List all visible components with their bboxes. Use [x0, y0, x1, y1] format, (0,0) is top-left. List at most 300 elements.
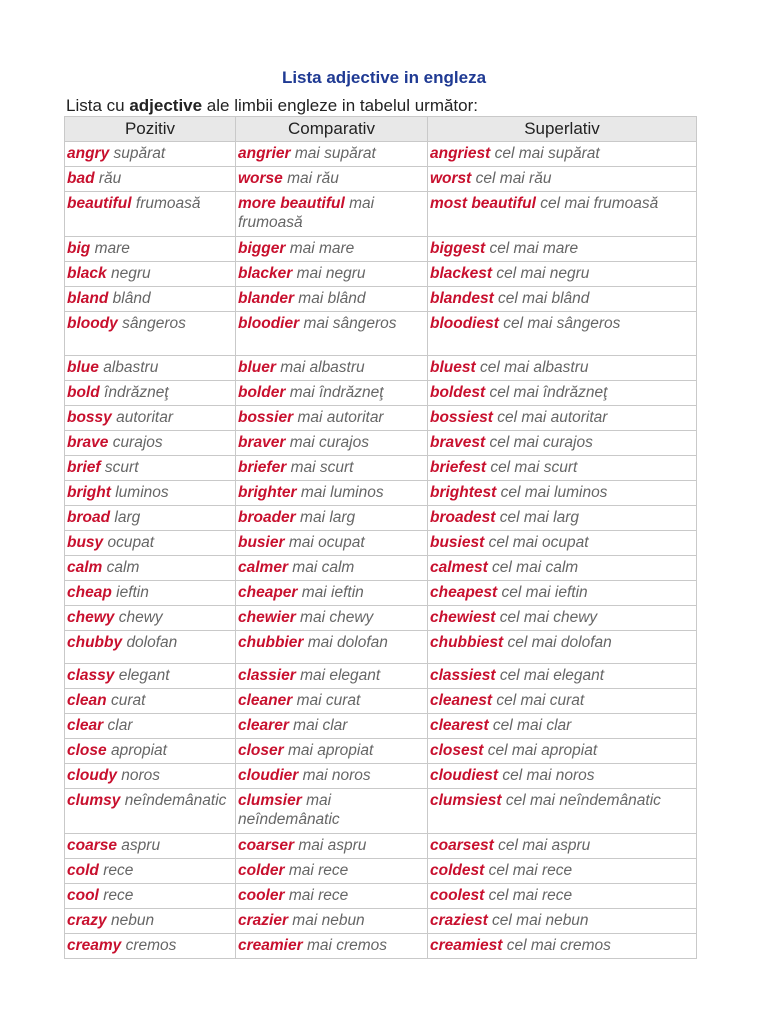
english-word: bloody [67, 315, 118, 332]
english-word: bloodiest [430, 315, 499, 332]
cell-superlativ [428, 506, 697, 531]
cell-comparativ [236, 381, 428, 406]
table-row [65, 664, 697, 689]
english-word: closest [430, 742, 484, 759]
cell-comparativ [236, 312, 428, 356]
romanian-translation: mai rău [287, 170, 339, 187]
english-word: angriest [430, 145, 491, 162]
romanian-translation: ieftin [116, 584, 149, 601]
romanian-translation: mai negru [296, 265, 366, 282]
english-word: bright [67, 484, 111, 501]
table-header-row [65, 117, 697, 142]
cell-pozitiv [65, 431, 236, 456]
cell-pozitiv [65, 556, 236, 581]
cell-superlativ [428, 142, 697, 167]
romanian-translation: cel mai supărat [494, 145, 600, 162]
english-word: bluest [430, 359, 476, 376]
english-word: cold [67, 862, 99, 879]
table-row [65, 581, 697, 606]
romanian-translation: mai cremos [306, 937, 388, 954]
romanian-translation: noros [121, 767, 161, 784]
table-row [65, 481, 697, 506]
english-word: boldest [430, 384, 486, 401]
cell-pozitiv [65, 142, 236, 167]
english-word: biggest [430, 240, 486, 257]
romanian-translation: ocupat [107, 534, 155, 551]
cell-superlativ [428, 237, 697, 262]
romanian-translation: mai frumoasă [238, 195, 375, 231]
english-word: cloudier [238, 767, 299, 784]
cell-pozitiv [65, 456, 236, 481]
cell-comparativ [236, 631, 428, 664]
table-row [65, 167, 697, 192]
cell-pozitiv [65, 739, 236, 764]
english-word: chewy [67, 609, 115, 626]
english-word: cheaper [238, 584, 298, 601]
table-row [65, 456, 697, 481]
english-word: briefest [430, 459, 486, 476]
romanian-translation: mai curajos [289, 434, 369, 451]
english-word: most beautiful [430, 195, 536, 212]
cell-comparativ [236, 739, 428, 764]
romanian-translation: mai larg [300, 509, 356, 526]
cell-superlativ [428, 531, 697, 556]
english-word: busiest [430, 534, 485, 551]
romanian-translation: mai supărat [294, 145, 376, 162]
table-row [65, 909, 697, 934]
english-word: creamiest [430, 937, 503, 954]
intro-bold: adjective [129, 96, 203, 115]
cell-pozitiv [65, 406, 236, 431]
romanian-translation: cel mai apropiat [487, 742, 598, 759]
cell-comparativ [236, 834, 428, 859]
english-word: broad [67, 509, 111, 526]
english-word: bravest [430, 434, 486, 451]
romanian-translation: mai ocupat [288, 534, 365, 551]
english-word: worse [238, 170, 283, 187]
english-word: chubbier [238, 634, 304, 651]
table-row [65, 789, 697, 834]
romanian-translation: cel mai mare [489, 240, 579, 257]
english-word: coldest [430, 862, 485, 879]
romanian-translation: cel mai ocupat [488, 534, 589, 551]
cell-comparativ [236, 142, 428, 167]
romanian-translation: blând [112, 290, 151, 307]
english-word: clumsiest [430, 792, 502, 809]
english-word: cleanest [430, 692, 493, 709]
english-word: bold [67, 384, 100, 401]
english-word: bossy [67, 409, 112, 426]
romanian-translation: cel mai albastru [479, 359, 589, 376]
english-word: clearest [430, 717, 489, 734]
romanian-translation: aspru [121, 837, 161, 854]
cell-superlativ [428, 664, 697, 689]
english-word: brightest [430, 484, 497, 501]
english-word: black [67, 265, 107, 282]
english-word: closer [238, 742, 284, 759]
header-pozitiv: Pozitiv [65, 117, 236, 142]
english-word: blandest [430, 290, 494, 307]
english-word: briefer [238, 459, 287, 476]
romanian-translation: mai clar [293, 717, 348, 734]
romanian-translation: cel mai calm [492, 559, 579, 576]
romanian-translation: larg [114, 509, 141, 526]
cell-comparativ [236, 934, 428, 959]
cell-superlativ [428, 167, 697, 192]
romanian-translation: rău [98, 170, 122, 187]
cell-comparativ [236, 789, 428, 834]
english-word: coarse [67, 837, 117, 854]
cell-superlativ [428, 406, 697, 431]
table-row [65, 381, 697, 406]
cell-pozitiv [65, 192, 236, 237]
romanian-translation: mare [94, 240, 130, 257]
english-word: angrier [238, 145, 291, 162]
cell-pozitiv [65, 631, 236, 664]
english-word: cheap [67, 584, 112, 601]
cell-comparativ [236, 481, 428, 506]
cell-pozitiv [65, 934, 236, 959]
romanian-translation: cel mai dolofan [507, 634, 612, 651]
english-word: creamier [238, 937, 303, 954]
cell-superlativ [428, 431, 697, 456]
table-row [65, 764, 697, 789]
cell-superlativ [428, 606, 697, 631]
cell-comparativ [236, 531, 428, 556]
romanian-translation: mai elegant [300, 667, 381, 684]
cell-superlativ [428, 739, 697, 764]
english-word: coarsest [430, 837, 494, 854]
english-word: bolder [238, 384, 286, 401]
romanian-translation: mai curat [296, 692, 361, 709]
table-row [65, 142, 697, 167]
cell-pozitiv [65, 506, 236, 531]
cell-comparativ [236, 192, 428, 237]
english-word: bluer [238, 359, 276, 376]
romanian-translation: cel mai curajos [489, 434, 593, 451]
english-word: cheapest [430, 584, 498, 601]
cell-comparativ [236, 237, 428, 262]
intro-prefix: Lista cu [66, 96, 130, 115]
cell-pozitiv [65, 606, 236, 631]
english-word: calm [67, 559, 103, 576]
english-word: clumsy [67, 792, 121, 809]
table-row [65, 884, 697, 909]
english-word: calmer [238, 559, 288, 576]
cell-comparativ [236, 167, 428, 192]
english-word: bloodier [238, 315, 300, 332]
romanian-translation: scurt [104, 459, 139, 476]
cell-comparativ [236, 406, 428, 431]
romanian-translation: curat [110, 692, 146, 709]
cell-pozitiv [65, 764, 236, 789]
romanian-translation: apropiat [110, 742, 167, 759]
table-row [65, 531, 697, 556]
english-word: bossiest [430, 409, 493, 426]
romanian-translation: mai sângeros [303, 315, 397, 332]
romanian-translation: nebun [110, 912, 155, 929]
cell-pozitiv [65, 689, 236, 714]
cell-superlativ [428, 581, 697, 606]
cell-superlativ [428, 556, 697, 581]
cell-pozitiv [65, 381, 236, 406]
cell-comparativ [236, 689, 428, 714]
cell-comparativ [236, 664, 428, 689]
english-word: colder [238, 862, 285, 879]
romanian-translation: mai rece [288, 862, 349, 879]
english-word: clumsier [238, 792, 302, 809]
table-row [65, 934, 697, 959]
table-row [65, 431, 697, 456]
romanian-translation: supărat [113, 145, 166, 162]
romanian-translation: mai ieftin [301, 584, 364, 601]
romanian-translation: mai neîndemânatic [238, 792, 340, 828]
romanian-translation: albastru [103, 359, 159, 376]
romanian-translation: mai luminos [300, 484, 384, 501]
romanian-translation: calm [106, 559, 140, 576]
romanian-translation: mai chewy [300, 609, 374, 626]
cell-pozitiv [65, 262, 236, 287]
english-word: cool [67, 887, 99, 904]
table-row [65, 312, 697, 356]
romanian-translation: mai nebun [292, 912, 365, 929]
romanian-translation: dolofan [126, 634, 178, 651]
english-word: braver [238, 434, 286, 451]
romanian-translation: frumoasă [135, 195, 201, 212]
romanian-translation: negru [110, 265, 151, 282]
table-row [65, 714, 697, 739]
english-word: broadest [430, 509, 496, 526]
english-word: close [67, 742, 107, 759]
table-row [65, 287, 697, 312]
english-word: bad [67, 170, 95, 187]
header-comparativ: Comparativ [236, 117, 428, 142]
romanian-translation: cel mai neîndemânatic [505, 792, 661, 809]
page-title: Lista adjective in engleza [281, 68, 487, 87]
romanian-translation: cremos [125, 937, 177, 954]
english-word: cooler [238, 887, 285, 904]
cell-superlativ [428, 456, 697, 481]
english-word: cloudiest [430, 767, 499, 784]
romanian-translation: cel mai elegant [499, 667, 605, 684]
english-word: clean [67, 692, 107, 709]
english-word: creamy [67, 937, 122, 954]
cell-superlativ [428, 262, 697, 287]
cell-superlativ [428, 631, 697, 664]
table-row [65, 631, 697, 664]
cell-pozitiv [65, 312, 236, 356]
cell-pozitiv [65, 909, 236, 934]
english-word: craziest [430, 912, 488, 929]
cell-superlativ [428, 287, 697, 312]
cell-comparativ [236, 581, 428, 606]
romanian-translation: cel mai blând [498, 290, 590, 307]
romanian-translation: mai autoritar [297, 409, 384, 426]
romanian-translation: rece [103, 887, 134, 904]
romanian-translation: cel mai rece [488, 862, 573, 879]
english-word: coolest [430, 887, 485, 904]
table-row [65, 859, 697, 884]
cell-superlativ [428, 909, 697, 934]
romanian-translation: mai dolofan [307, 634, 388, 651]
table-row [65, 689, 697, 714]
table-row [65, 556, 697, 581]
romanian-translation: cel mai autoritar [497, 409, 608, 426]
english-word: crazier [238, 912, 288, 929]
english-word: blue [67, 359, 99, 376]
romanian-translation: cel mai nebun [492, 912, 589, 929]
cell-pozitiv [65, 531, 236, 556]
romanian-translation: sângeros [122, 315, 186, 332]
romanian-translation: cel mai chewy [499, 609, 598, 626]
romanian-translation: cel mai curat [496, 692, 585, 709]
cell-pozitiv [65, 581, 236, 606]
english-word: blacker [238, 265, 293, 282]
cell-pozitiv [65, 714, 236, 739]
english-word: coarser [238, 837, 295, 854]
table-row [65, 606, 697, 631]
english-word: busier [238, 534, 285, 551]
table-row [65, 356, 697, 381]
table-row [65, 237, 697, 262]
english-word: classy [67, 667, 115, 684]
cell-pozitiv [65, 859, 236, 884]
cell-pozitiv [65, 789, 236, 834]
english-word: crazy [67, 912, 107, 929]
cell-comparativ [236, 287, 428, 312]
romanian-translation: mai apropiat [287, 742, 374, 759]
romanian-translation: îndrăzneţ [104, 384, 169, 401]
table-row [65, 739, 697, 764]
intro-suffix: ale limbii engleze in tabelul următor: [202, 96, 478, 115]
romanian-translation: cel mai sângeros [503, 315, 621, 332]
cell-pozitiv [65, 664, 236, 689]
cell-superlativ [428, 884, 697, 909]
romanian-translation: cel mai cremos [506, 937, 611, 954]
romanian-translation: mai mare [289, 240, 355, 257]
romanian-translation: mai aspru [298, 837, 367, 854]
english-word: cloudy [67, 767, 117, 784]
cell-superlativ [428, 859, 697, 884]
english-word: calmest [430, 559, 488, 576]
romanian-translation: cel mai aspru [498, 837, 591, 854]
english-word: blander [238, 290, 294, 307]
english-word: cleaner [238, 692, 293, 709]
cell-superlativ [428, 192, 697, 237]
romanian-translation: cel mai îndrăzneţ [489, 384, 608, 401]
english-word: clearer [238, 717, 289, 734]
romanian-translation: autoritar [116, 409, 173, 426]
romanian-translation: cel mai luminos [500, 484, 608, 501]
intro-text [66, 96, 478, 116]
romanian-translation: cel mai rece [488, 887, 573, 904]
cell-comparativ [236, 909, 428, 934]
english-word: more beautiful [238, 195, 345, 212]
romanian-translation: mai scurt [290, 459, 354, 476]
cell-comparativ [236, 606, 428, 631]
cell-pozitiv [65, 356, 236, 381]
romanian-translation: cel mai rău [475, 170, 552, 187]
cell-superlativ [428, 714, 697, 739]
cell-pozitiv [65, 884, 236, 909]
table-row [65, 406, 697, 431]
table-row [65, 506, 697, 531]
english-word: bland [67, 290, 109, 307]
cell-superlativ [428, 381, 697, 406]
romanian-translation: mai rece [288, 887, 349, 904]
cell-comparativ [236, 262, 428, 287]
cell-pozitiv [65, 237, 236, 262]
english-word: brave [67, 434, 109, 451]
cell-superlativ [428, 934, 697, 959]
english-word: brief [67, 459, 101, 476]
romanian-translation: elegant [118, 667, 170, 684]
romanian-translation: luminos [115, 484, 169, 501]
cell-comparativ [236, 884, 428, 909]
english-word: chewiest [430, 609, 496, 626]
cell-superlativ [428, 481, 697, 506]
header-superlativ: Superlativ [428, 117, 697, 142]
english-word: classiest [430, 667, 496, 684]
english-word: beautiful [67, 195, 132, 212]
cell-superlativ [428, 764, 697, 789]
english-word: busy [67, 534, 104, 551]
cell-superlativ [428, 312, 697, 356]
english-word: brighter [238, 484, 297, 501]
romanian-translation: cel mai scurt [490, 459, 578, 476]
cell-comparativ [236, 356, 428, 381]
cell-superlativ [428, 834, 697, 859]
cell-comparativ [236, 456, 428, 481]
romanian-translation: mai blând [298, 290, 366, 307]
english-word: chubbiest [430, 634, 504, 651]
english-word: big [67, 240, 91, 257]
romanian-translation: mai îndrăzneţ [289, 384, 384, 401]
romanian-translation: mai noros [302, 767, 371, 784]
romanian-translation: cel mai larg [499, 509, 580, 526]
adjective-table [64, 116, 697, 959]
english-word: angry [67, 145, 110, 162]
english-word: clear [67, 717, 104, 734]
romanian-translation: mai albastru [280, 359, 365, 376]
english-word: chubby [67, 634, 123, 651]
cell-superlativ [428, 356, 697, 381]
romanian-translation: cel mai noros [502, 767, 595, 784]
cell-comparativ [236, 506, 428, 531]
romanian-translation: cel mai frumoasă [540, 195, 659, 212]
cell-comparativ [236, 714, 428, 739]
cell-comparativ [236, 431, 428, 456]
romanian-translation: curajos [112, 434, 163, 451]
romanian-translation: cel mai negru [496, 265, 590, 282]
table-row [65, 834, 697, 859]
english-word: blackest [430, 265, 493, 282]
table-row [65, 262, 697, 287]
cell-superlativ [428, 689, 697, 714]
cell-pozitiv [65, 481, 236, 506]
cell-comparativ [236, 556, 428, 581]
table-row [65, 192, 697, 237]
english-word: worst [430, 170, 472, 187]
english-word: classier [238, 667, 296, 684]
cell-pozitiv [65, 287, 236, 312]
english-word: bossier [238, 409, 294, 426]
romanian-translation: cel mai ieftin [501, 584, 588, 601]
cell-comparativ [236, 764, 428, 789]
cell-pozitiv [65, 834, 236, 859]
cell-comparativ [236, 859, 428, 884]
romanian-translation: cel mai clar [492, 717, 572, 734]
